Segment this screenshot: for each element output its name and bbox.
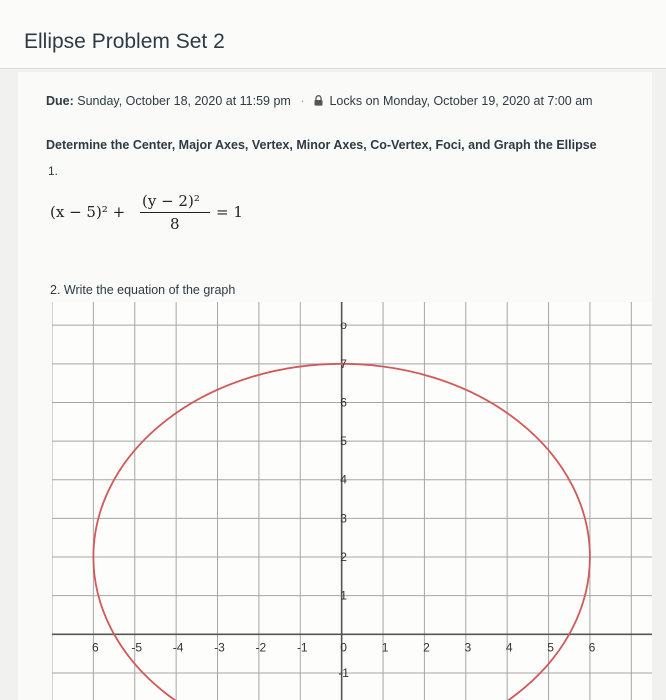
problem-2-label: 2. Write the equation of the graph [50, 283, 236, 297]
equation-denominator: 8 [170, 215, 180, 233]
equation-numerator: (y − 2)² [142, 192, 200, 210]
x-tick-label: -5 [131, 640, 143, 655]
x-tick-label: -2 [255, 640, 267, 655]
x-tick-label: -1 [296, 640, 308, 655]
ellipse-graph [52, 302, 652, 700]
x-tick-label: 1 [381, 640, 389, 655]
title-bar [0, 0, 666, 69]
y-tick-label: 3 [340, 511, 347, 526]
y-tick-label: 7 [340, 356, 347, 371]
y-tick-label: -1 [338, 665, 349, 680]
x-tick-label: 0 [340, 640, 347, 655]
x-tick-label: 2 [423, 640, 430, 655]
fraction-bar [140, 212, 210, 213]
x-tick-label: -3 [214, 640, 225, 655]
due-date: Sunday, October 18, 2020 at 11:59 pm [77, 94, 291, 108]
due-label: Due: [46, 94, 74, 108]
assignment-content [18, 72, 652, 700]
y-tick-label: 5 [340, 434, 347, 449]
y-tick-label: o [340, 318, 347, 333]
x-tick-label: 5 [547, 640, 554, 655]
x-tick-label: 6 [588, 640, 596, 655]
equation-rhs: = 1 [216, 203, 243, 221]
lock-icon [314, 95, 323, 106]
page-title: Ellipse Problem Set 2 [24, 30, 225, 53]
lock-date: Locks on Monday, October 19, 2020 at 7:00 am [329, 94, 593, 108]
y-tick-label: 1 [340, 588, 347, 603]
y-tick-label: 4 [340, 472, 347, 487]
y-tick-label: 2 [340, 550, 347, 565]
y-tick-label: 6 [340, 395, 347, 410]
x-tick-label: 3 [464, 640, 472, 655]
due-line [46, 94, 593, 108]
x-tick-label: 4 [505, 640, 513, 655]
instructions: Determine the Center, Major Axes, Vertex, Minor Axes, Co-Vertex, Foci, and Graph the Ellipse [46, 138, 597, 152]
separator-dot: · [300, 94, 305, 108]
equation-term-x: (x − 5)² + [50, 203, 126, 221]
problem-1-number: 1. [48, 164, 59, 178]
x-tick-label: 6 [92, 640, 99, 655]
x-tick-label: -4 [172, 640, 184, 655]
